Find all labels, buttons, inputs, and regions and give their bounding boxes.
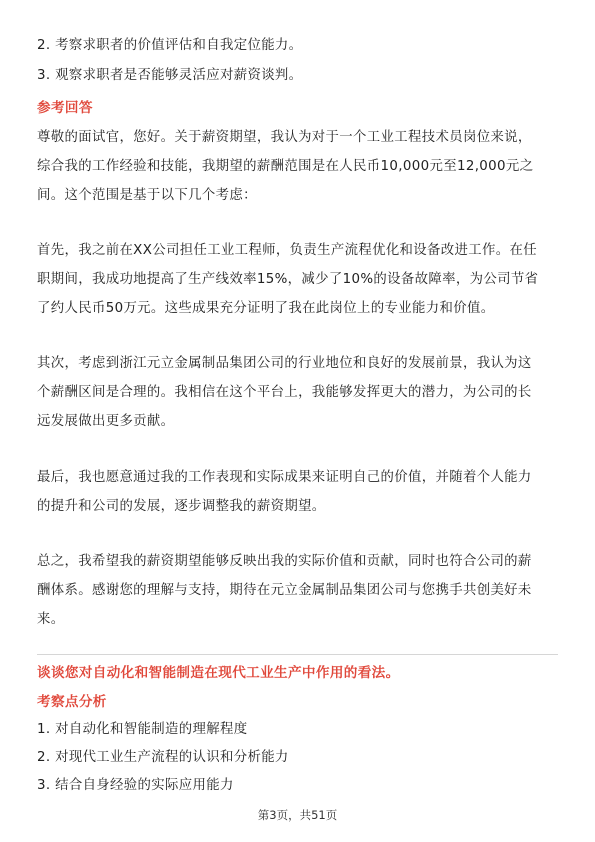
prev-point-3: 3. 观察求职者是否能够灵活应对薪资谈判。 bbox=[37, 68, 303, 83]
answer-para3-line1: 其次，考虑到浙江元立金属制品集团公司的行业地位和良好的发展前景，我认为这 bbox=[37, 356, 532, 371]
answer-para3-line2: 个薪酬区间是合理的。我相信在这个平台上，我能够发挥更大的潜力，为公司的长 bbox=[37, 385, 532, 400]
answer-para2-line3: 了约人民币50万元。这些成果充分证明了我在此岗位上的专业能力和价值。 bbox=[37, 301, 495, 316]
answer-heading: 参考回答 bbox=[37, 100, 93, 116]
analysis-heading: 考察点分析 bbox=[37, 694, 107, 710]
answer-para1-line1: 尊敬的面试官，您好。关于薪资期望，我认为对于一个工业工程技术员岗位来说， bbox=[37, 130, 532, 145]
answer-para5-line3: 来。 bbox=[37, 612, 65, 627]
analysis-point-2: 2. 对现代工业生产流程的认识和分析能力 bbox=[37, 750, 289, 765]
analysis-point-3: 3. 结合自身经验的实际应用能力 bbox=[37, 778, 234, 793]
answer-para3-line3: 远发展做出更多贡献。 bbox=[37, 414, 175, 429]
prev-point-2: 2. 考察求职者的价值评估和自我定位能力。 bbox=[37, 38, 303, 53]
section-divider bbox=[37, 654, 558, 655]
answer-para2-line1: 首先，我之前在XX公司担任工业工程师，负责生产流程优化和设备改进工作。在任 bbox=[37, 243, 537, 258]
answer-para1-line3: 间。这个范围是基于以下几个考虑： bbox=[37, 188, 257, 203]
answer-para5-line2: 酬体系。感谢您的理解与支持，期待在元立金属制品集团公司与您携手共创美好未 bbox=[37, 583, 532, 598]
answer-para4-line2: 的提升和公司的发展，逐步调整我的薪资期望。 bbox=[37, 499, 326, 514]
answer-para5-line1: 总之，我希望我的薪资期望能够反映出我的实际价值和贡献，同时也符合公司的薪 bbox=[37, 554, 532, 569]
answer-para1-line2: 综合我的工作经验和技能，我期望的薪酬范围是在人民币10,000元至12,000元之 bbox=[37, 159, 534, 174]
question-title: 谈谈您对自动化和智能制造在现代工业生产中作用的看法。 bbox=[37, 665, 400, 681]
answer-para4-line1: 最后，我也愿意通过我的工作表现和实际成果来证明自己的价值，并随着个人能力 bbox=[37, 470, 532, 485]
page-number: 第3页，共51页 bbox=[257, 808, 338, 822]
analysis-point-1: 1. 对自动化和智能制造的理解程度 bbox=[37, 722, 248, 737]
answer-para2-line2: 职期间，我成功地提高了生产线效率15%，减少了10%的设备故障率，为公司节省 bbox=[37, 272, 539, 287]
